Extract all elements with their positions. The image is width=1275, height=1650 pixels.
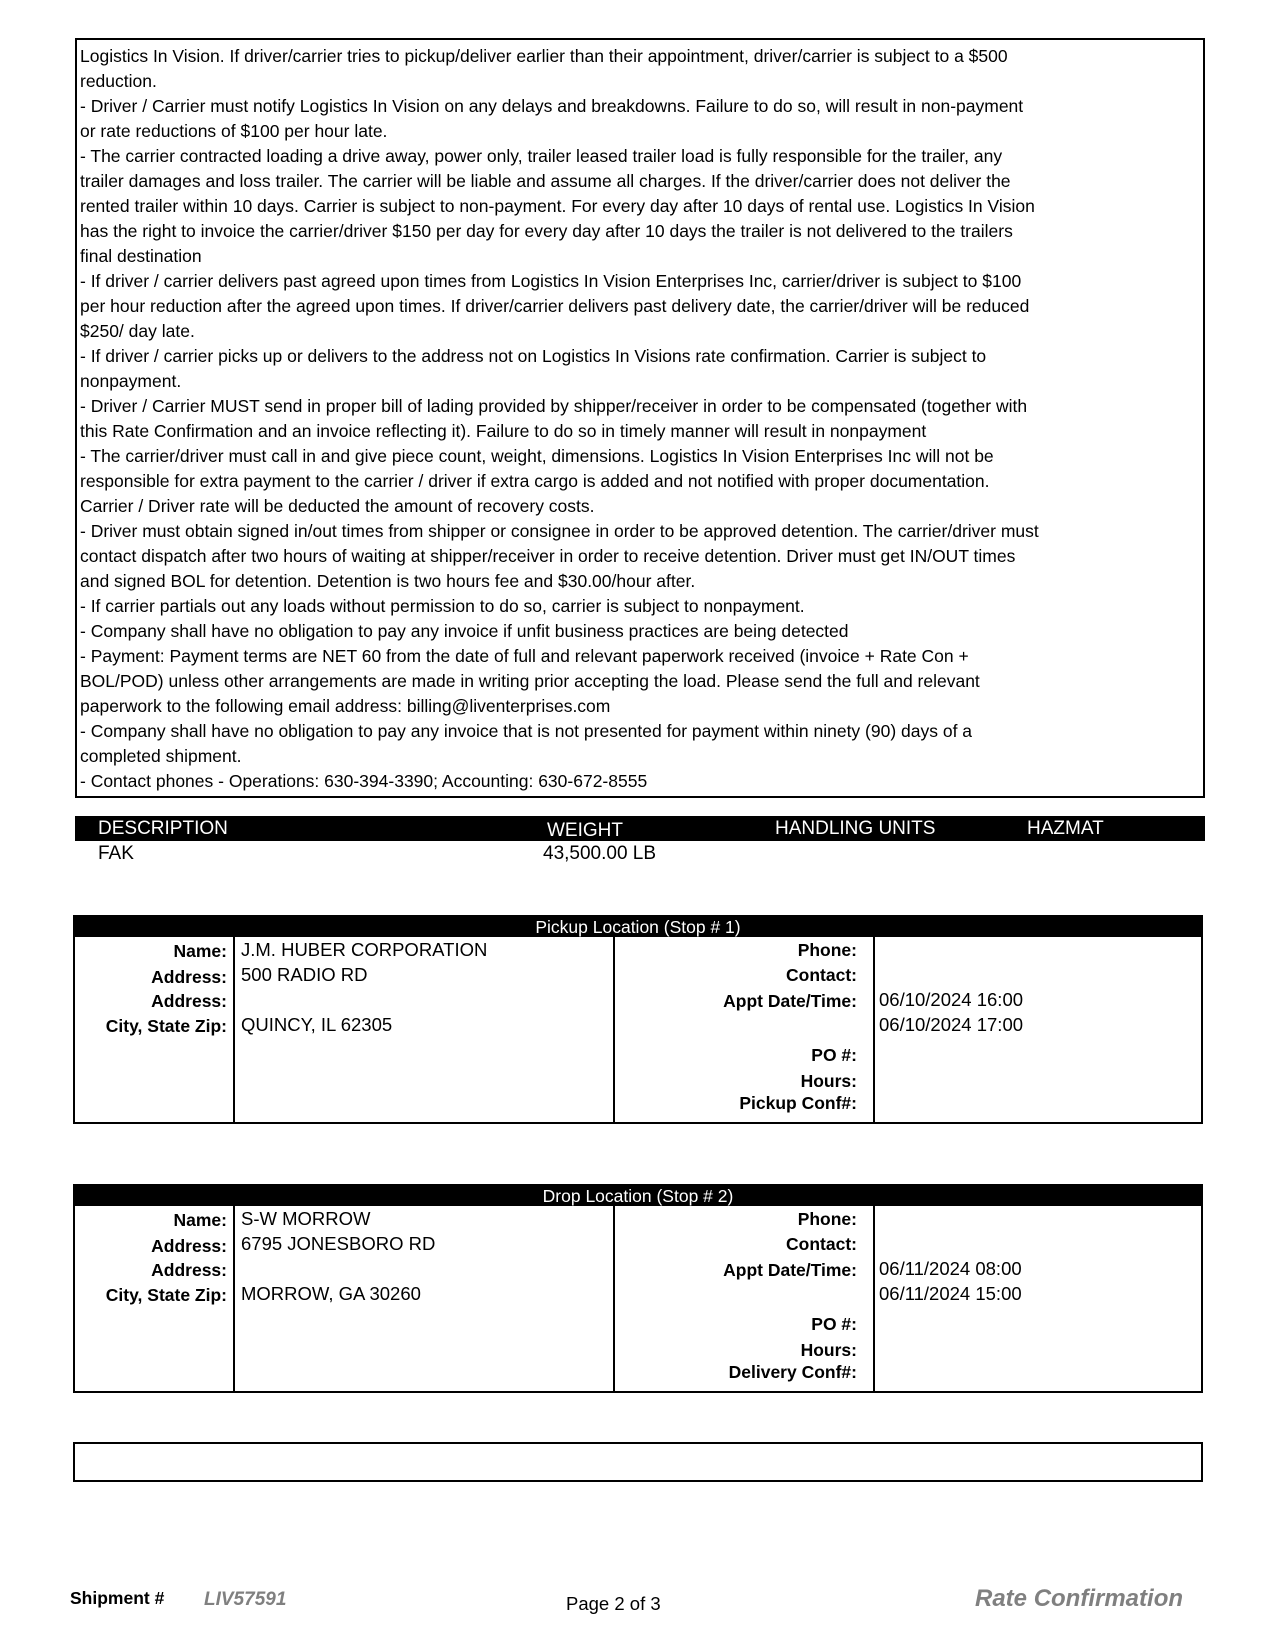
term-13: - Contact phones - Operations: 630-394-3390; Accounting: 630-672-8555 [80,771,648,791]
drop-hours-label: Hours: [800,1340,857,1360]
term-4: - If driver / carrier delivers past agreed upon times from Logistics In Vision Enterprises Inc, carrier/driver is subject to $100 per hour reduction after the agreed upon times. If driver/carrier delivers past delivery date, the carrier/driver will be reduced $250/ day late. [80,271,1030,341]
drop-name-label: Name: [173,1210,227,1230]
term-6: - Driver / Carrier MUST send in proper bill of lading provided by shipper/receiver in order to be compensated (together with this Rate Confirmation and an invoice reflecting it). Failure to do so in timely manner will result in nonpayment [80,396,1028,441]
cargo-row [75,841,1205,867]
term-9: - If carrier partials out any loads without permission to do so, carrier is subject to nonpayment. [80,596,805,616]
pickup-hours-label: Hours: [800,1071,857,1091]
pickup-contact-label: Contact: [786,965,857,985]
pickup-appt-label: Appt Date/Time: [723,991,857,1011]
shipment-label: Shipment # [70,1588,165,1608]
shipment-id: LIV57591 [204,1589,287,1610]
cargo-header [75,816,1205,841]
drop-contact-label: Contact: [786,1234,857,1254]
term-7: - The carrier/driver must call in and give piece count, weight, dimensions. Logistics In Vision Enterprises Inc will not be responsible for extra payment to the carrier / driver if extra cargo is added and not notified with proper documentation. Carrier / Driver rate will be deducted the amount of recovery costs. [80,446,994,516]
cargo-description: FAK [98,843,134,864]
drop-appt-end: 06/11/2024 15:00 [879,1283,1022,1304]
pickup-title: Pickup Location (Stop # 1) [75,917,1201,937]
drop-location [73,1184,1203,1393]
drop-appt-label: Appt Date/Time: [723,1260,857,1280]
drop-po-label: PO #: [811,1314,857,1334]
divider [613,937,615,1122]
document-title: Rate Confirmation [975,1585,1184,1612]
header-handling-units: HANDLING UNITS [775,818,936,839]
cargo-weight: 43,500.00 LB [543,843,657,864]
drop-phone-label: Phone: [797,1209,857,1229]
term-10: - Company shall have no obligation to pay any invoice if unfit business practices are being detected [80,621,849,641]
drop-address2-label: Address: [151,1260,227,1280]
pickup-phone-label: Phone: [797,940,857,960]
term-1: Logistics In Vision. If driver/carrier tries to pickup/deliver earlier than their appointment, driver/carrier is subject to a $500 reduction. [80,46,1008,91]
drop-appt-start: 06/11/2024 08:00 [879,1258,1022,1279]
drop-address1-label: Address: [151,1236,227,1256]
term-11: - Payment: Payment terms are NET 60 from the date of full and relevant paperwork received (invoice + Rate Con + BOL/POD) unless other arrangements are made in writing prior accepting the load. Please send the full and relevant paperwork to the following email address: billing@liventerprises.com [80,646,980,716]
term-8: - Driver must obtain signed in/out times from shipper or consignee in order to be approved detention. The carrier/driver must contact dispatch after two hours of waiting at shipper/receiver in order to receive detention. Driver must get IN/OUT times and signed BOL for detention. Detention is two hours fee and $30.00/hour after. [80,521,1039,591]
drop-title: Drop Location (Stop # 2) [75,1186,1201,1206]
page-number: Page 2 of 3 [566,1593,661,1614]
divider [873,1206,875,1391]
term-2: - Driver / Carrier must notify Logistics In Vision on any delays and breakdowns. Failure to do so, will result in non-payment or rate reductions of $100 per hour late. [80,96,1024,141]
pickup-address1-label: Address: [151,967,227,987]
divider [613,1206,615,1391]
drop-city-label: City, State Zip: [105,1285,227,1305]
drop-address1: 6795 JONESBORO RD [241,1233,436,1254]
header-weight: WEIGHT [547,820,623,841]
divider [233,1206,235,1391]
divider [873,937,875,1122]
pickup-city: QUINCY, IL 62305 [241,1014,393,1035]
term-12: - Company shall have no obligation to pay any invoice that is not presented for payment within ninety (90) days of a completed shipment. [80,721,973,766]
pickup-name-label: Name: [173,941,227,961]
drop-city: MORROW, GA 30260 [241,1283,421,1304]
header-hazmat: HAZMAT [1027,818,1104,839]
header-description: DESCRIPTION [98,818,228,839]
pickup-address2-label: Address: [151,991,227,1011]
pickup-name: J.M. HUBER CORPORATION [241,939,488,960]
terms-box [75,38,1205,798]
notes-box [73,1442,1203,1482]
divider [233,937,235,1122]
pickup-po-label: PO #: [811,1045,857,1065]
pickup-appt-start: 06/10/2024 16:00 [879,989,1024,1010]
pickup-city-label: City, State Zip: [105,1016,227,1036]
pickup-address1: 500 RADIO RD [241,964,368,985]
pickup-appt-end: 06/10/2024 17:00 [879,1014,1024,1035]
drop-name: S-W MORROW [241,1208,371,1229]
term-3: - The carrier contracted loading a drive away, power only, trailer leased trailer load is fully responsible for the trailer, any trailer damages and loss trailer. The carrier will be liable and assume all charges. If the driver/carrier does not deliver the rented trailer within 10 days. Carrier is subject to non-payment. For every day after 10 days of rental use. Logistics In Vision has the right to invoice the carrier/driver $150 per day for every day after 10 days the trailer is not delivered to the trailers final destination [80,146,1035,266]
pickup-conf-label: Pickup Conf#: [739,1093,857,1113]
drop-conf-label: Delivery Conf#: [728,1362,857,1382]
pickup-location [73,915,1203,1124]
term-5: - If driver / carrier picks up or delivers to the address not on Logistics In Visions rate confirmation. Carrier is subject to nonpayment. [80,346,987,391]
